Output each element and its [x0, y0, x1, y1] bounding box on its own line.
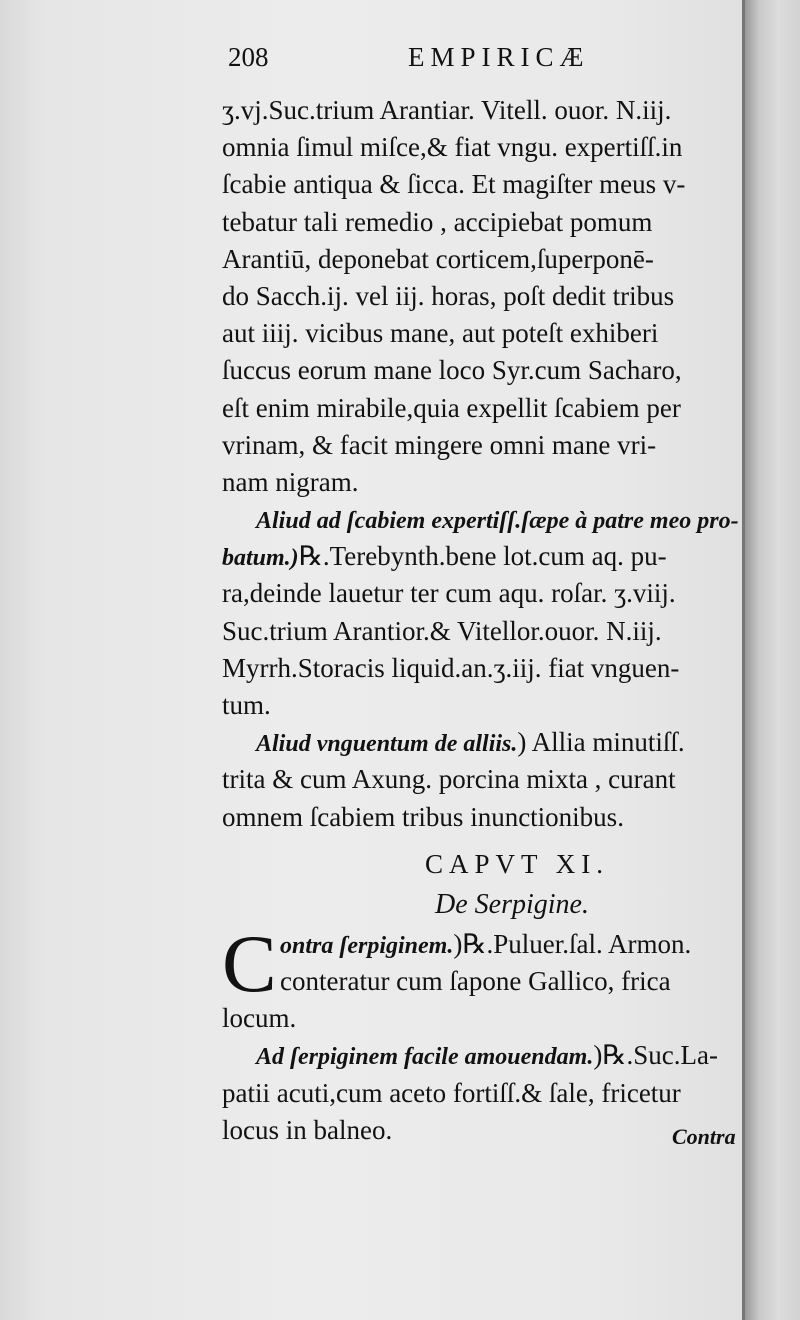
text-line: ra,deinde lauetur ter cum aqu. roſar. ʒ.viij. [222, 578, 676, 609]
recipe-heading-line [222, 501, 742, 538]
text-line: ſcabie antiqua & ſicca. Et magiſter meus v- [222, 169, 686, 200]
recipe-heading: Aliud ad ſcabiem expertiſſ.ſæpe à patre meo pro- [256, 508, 739, 535]
text-line: tum. [222, 690, 271, 720]
text-line: trita & cum Axung. porcina mixta , curant [222, 764, 676, 795]
recipe-text: ) Allia minutiſſ. [517, 727, 685, 758]
text-line: Suc.trium Arantior.& Vitellor.ouor. N.iij. [222, 615, 662, 646]
chapter-subtitle: De Serpigine. [435, 888, 589, 920]
chapter-heading: CAPVT XI. [424, 848, 610, 879]
page-number: 208 [228, 42, 269, 72]
recipe-heading: Ad ſerpiginem facile amouendam. [256, 1044, 594, 1071]
text-line: aut iiij. vicibus mane, aut poteſt exhiberi [222, 318, 659, 349]
running-head: EMPIRICÆ [408, 42, 590, 72]
recipe-text: )℞.Puluer.ſal. Armon. [453, 928, 692, 959]
text-line: locus in balneo. [222, 1114, 393, 1145]
text-line: locum. [222, 1003, 297, 1034]
recipe-heading: ontra ſerpiginem. [280, 932, 454, 959]
drop-cap: C [222, 917, 277, 1009]
page-header [228, 42, 748, 82]
text-line: omnia ſimul miſce,& fiat vngu. expertiſſ.in [222, 132, 683, 163]
catchword: Contra [672, 1124, 736, 1149]
recipe-heading-cont: batum.) [222, 545, 299, 572]
dropcap-paragraph [222, 917, 742, 1009]
recipe-text: ℞.Terebynth.bene lot.cum aq. pu- [298, 541, 667, 572]
text-line: ʒ.vj.Suc.trium Arantiar. Vitell. ouor. N.iij. [222, 95, 672, 125]
page-gutter [745, 0, 800, 1320]
text-line: Arantiū, deponebat corticem,ſuperponē- [222, 243, 654, 274]
text-line: omnem ſcabiem tribus inunctionibus. [222, 801, 624, 832]
text-line: conteratur cum ſapone Gallico, frica [280, 965, 671, 996]
text-line [222, 724, 742, 761]
text-line: eſt enim mirabile,quia expellit ſcabiem per [222, 392, 681, 423]
text-line: nam nigram. [222, 466, 359, 497]
text-line [222, 926, 742, 963]
text-line: patii acuti,cum aceto fortiſſ.& ſale, fricetur [222, 1077, 681, 1108]
text-line [222, 538, 742, 575]
body-text [222, 92, 742, 1149]
text-line [222, 1037, 742, 1074]
text-line: tebatur tali remedio , accipiebat pomum [222, 206, 653, 237]
recipe-text: )℞.Suc.La- [593, 1040, 718, 1071]
text-line: Myrrh.Storacis liquid.an.ʒ.iij. fiat vnguen- [222, 652, 680, 683]
recipe-heading: Aliud vnguentum de alliis. [256, 731, 518, 758]
text-line: ſuccus eorum mane loco Syr.cum Sacharo, [222, 355, 682, 386]
text-line: vrinam, & facit mingere omni mane vri- [222, 429, 657, 460]
text-line: do Sacch.ij. vel iij. horas, poſt dedit tribus [222, 280, 675, 311]
